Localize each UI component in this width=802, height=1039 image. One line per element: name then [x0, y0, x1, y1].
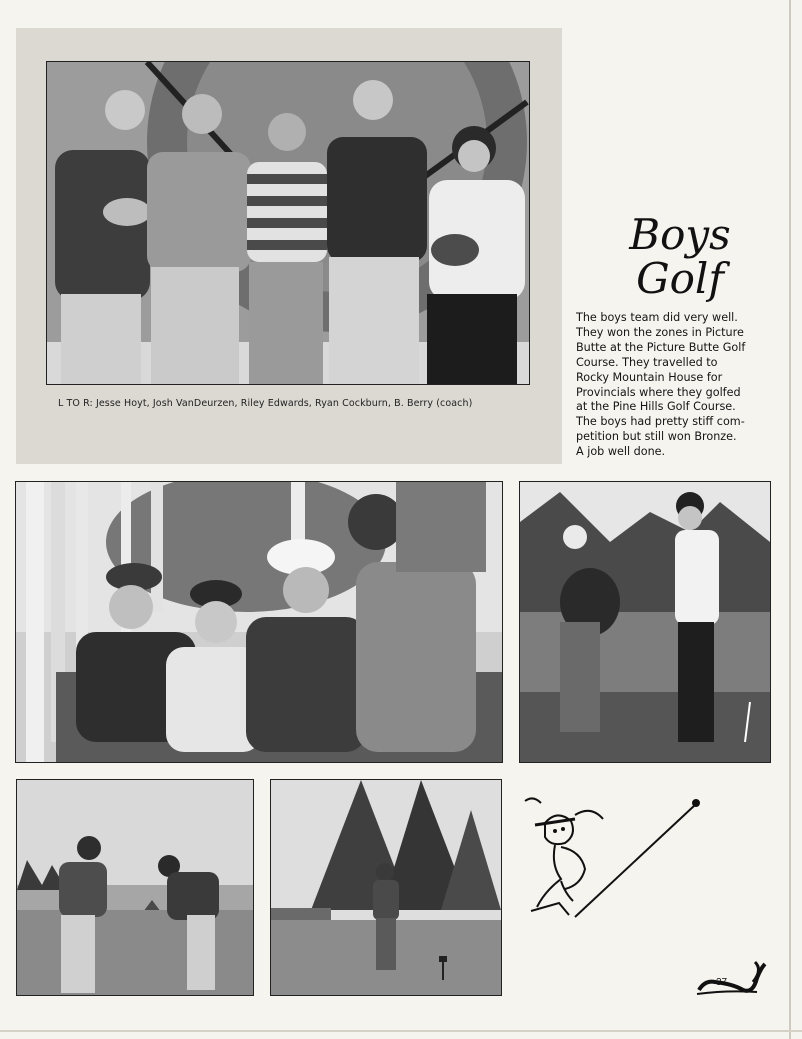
article-line: A job well done. [576, 445, 666, 459]
cartoon-golfer-clipart [515, 795, 705, 925]
page-bottom-rule [0, 1030, 802, 1032]
article-line: petition but still won Bronze. [576, 430, 737, 444]
article-line: They won the zones in Picture [576, 325, 744, 339]
article-body [576, 311, 768, 460]
evergreens-photo [270, 779, 502, 996]
article-line: Course. They travelled to [576, 355, 718, 369]
article-line: Butte at the Picture Butte Golf [576, 340, 746, 354]
putting-green-photo [16, 779, 254, 996]
article-line: Provincials where they golfed [576, 385, 741, 399]
team-photo-caption: L TO R: Jesse Hoyt, Josh VanDeurzen, Riley Edwards, Ryan Cockburn, B. Berry (coach) [58, 398, 473, 409]
page-number: 37 [716, 977, 728, 988]
title-line-boys: Boys [629, 210, 731, 259]
article-line: at the Pine Hills Golf Course. [576, 400, 736, 414]
title-line-golf: Golf [636, 254, 724, 303]
tee-off-photo [519, 481, 771, 763]
team-photo [46, 61, 530, 385]
bench-photo [15, 481, 503, 763]
article-line: Rocky Mountain House for [576, 370, 723, 384]
article-line: The boys team did very well. [576, 311, 738, 324]
page-number-swirl [695, 960, 767, 998]
page-edge-rule [789, 0, 791, 1039]
article-line: The boys had pretty stiff com- [576, 415, 745, 429]
article-title [575, 210, 785, 303]
